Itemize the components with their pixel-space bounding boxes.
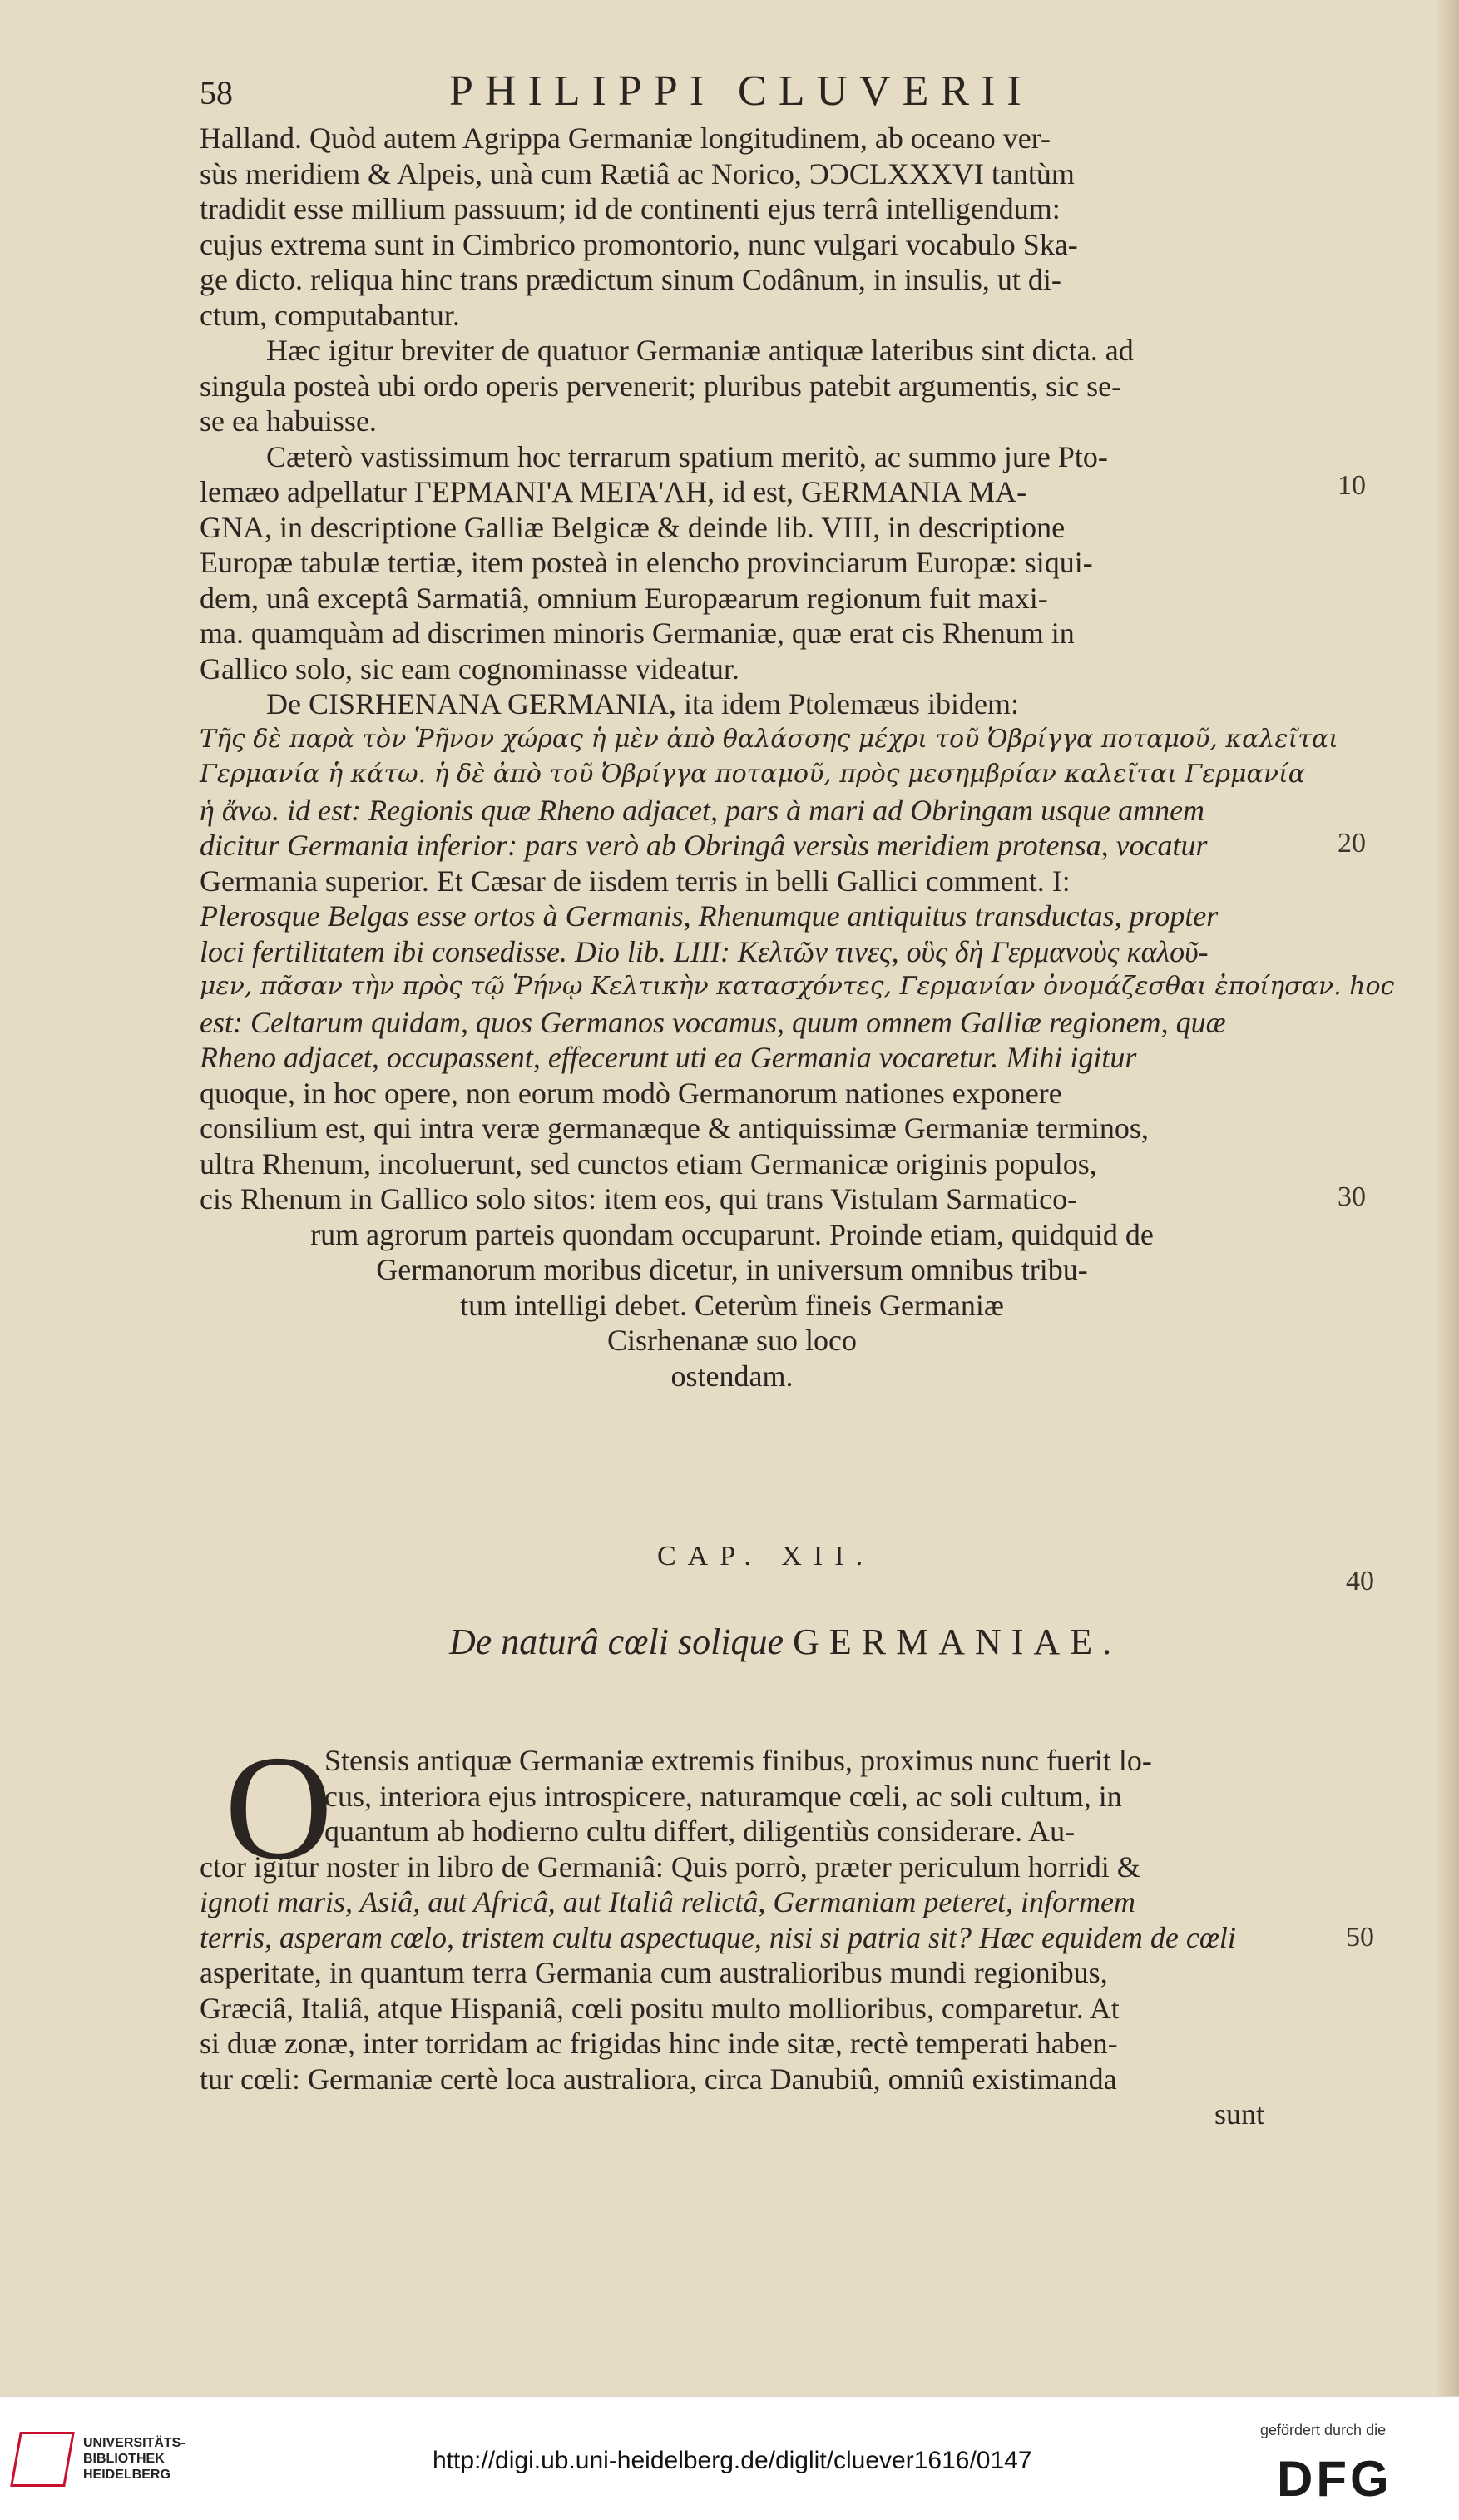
text-line: ultra Rhenum, incoluerunt, sed cunctos etiam Germanicæ originis populos, bbox=[200, 1146, 1097, 1181]
text-line: lemæo adpellatur ΓΕΡΜΑΝΙ'Α ΜΕΓΑ'ΛΗ, id est, GERMANIA MA- bbox=[200, 475, 1027, 508]
margin-line-number: 40 bbox=[1346, 1566, 1374, 1597]
chapter-label: CAP. XII. bbox=[657, 1541, 875, 1572]
text-line: Halland. Quòd autem Agrippa Germaniæ longitudinem, ab oceano ver- bbox=[200, 121, 1051, 155]
text-line: tum intelligi debet. Ceterùm fineis Germaniæ bbox=[460, 1288, 1004, 1322]
catchword: sunt bbox=[1214, 2097, 1264, 2131]
margin-line-number: 50 bbox=[1346, 1922, 1374, 1953]
text-line: se ea habuisse. bbox=[200, 404, 377, 438]
text-line: ostendam. bbox=[670, 1359, 794, 1393]
text-line: Gallico solo, sic eam cognominasse videatur. bbox=[200, 651, 739, 686]
text-line: quoque, in hoc opere, non eorum modò Germanorum nationes exponere bbox=[200, 1076, 1062, 1110]
library-name: UNIVERSITÄTS- BIBLIOTHEK HEIDELBERG bbox=[83, 2436, 185, 2482]
permalink-url[interactable]: http://digi.ub.uni-heidelberg.de/diglit/cluever1616/0147 bbox=[433, 2447, 1032, 2474]
text-line: ge dicto. reliqua hinc trans prædictum sinum Codânum, in insulis, ut di- bbox=[200, 263, 1061, 296]
text-line: ignoti maris, Asiâ, aut Africâ, aut Italiâ relictâ, Germaniam peteret, informem bbox=[200, 1885, 1135, 1918]
page-number: 58 bbox=[200, 74, 233, 111]
chapter-text-block bbox=[200, 1725, 1364, 2132]
text-line: Plerosque Belgas esse ortos à Germanis, Rhenumque antiquitus transductas, propter bbox=[200, 899, 1219, 933]
text-line: dem, unâ exceptâ Sarmatiâ, omnium Europæarum regionum fuit maxi- bbox=[200, 581, 1048, 615]
greek-text-line: μεν, πᾶσαν τὴν πρὸς τῷ Ῥήνῳ Κελτικὴν κατασχόντες, Γερμανίαν ὀνομάζεσθαι ἐποίησαν. hoc bbox=[200, 972, 1395, 1001]
text-line: Græciâ, Italiâ, atque Hispaniâ, cœli positu multo mollioribus, comparetur. At bbox=[200, 1991, 1120, 2025]
text-line: ctum, computabantur. bbox=[200, 298, 460, 332]
margin-line-number: 30 bbox=[1338, 1181, 1366, 1212]
text-line: tur cœli: Germaniæ certè loca australiora, circa Danubiû, omniû existimanda bbox=[200, 2062, 1117, 2096]
text-line: quantum ab hodierno cultu differt, diligentiùs considerare. Au- bbox=[324, 1814, 1076, 1848]
text-line: De CISRHENANA GERMANIA, ita idem Ptolemæus ibidem: bbox=[266, 687, 1019, 720]
text-line: Cæterò vastissimum hoc terrarum spatium meritò, ac summo jure Pto- bbox=[266, 439, 1108, 473]
chapter-title-italic: De naturâ cœli solique bbox=[449, 1621, 794, 1662]
greek-text-line: Γερμανία ἡ κάτω. ἡ δὲ ἀπὸ τοῦ Ὀβρίγγα ποταμοῦ, πρὸς μεσημβρίαν καλεῖται Γερμανία bbox=[200, 760, 1305, 789]
margin-line-number: 20 bbox=[1338, 828, 1366, 859]
text-line: GNA, in descriptione Galliæ Belgicæ & deinde lib. VIII, in descriptione bbox=[200, 510, 1066, 544]
text-line: Cisrhenanæ suo loco bbox=[607, 1324, 857, 1357]
text-line: dicitur Germania inferior: pars verò ab Obringâ versùs meridiem protensa, vocatur bbox=[200, 829, 1208, 862]
text-line: Hæc igitur breviter de quatuor Germaniæ antiquæ lateribus sint dicta. ad bbox=[266, 334, 1134, 367]
text-line: asperitate, in quantum terra Germania cum australioribus mundi regionibus, bbox=[200, 1956, 1108, 1989]
text-line: Germania superior. Et Cæsar de iisdem terris in belli Gallici comment. I: bbox=[200, 864, 1071, 898]
library-logo-icon bbox=[10, 2432, 75, 2487]
running-title: PHILIPPI CLUVERII bbox=[449, 67, 1033, 115]
text-line: ma. quamquàm ad discrimen minoris Germaniæ, quæ erat cis Rhenum in bbox=[200, 616, 1075, 650]
funded-by-label: gefördert durch die bbox=[1260, 2422, 1387, 2438]
text-line: consilium est, qui intra veræ germanæque & antiquissimæ Germaniæ terminos, bbox=[200, 1111, 1149, 1145]
text-line: sùs meridiem & Alpeis, unà cum Rætiâ ac Norico, ƆƆCLXXXVI tantùm bbox=[200, 156, 1075, 191]
text-line: cis Rhenum in Gallico solo sitos: item eos, qui trans Vistulam Sarmatico- bbox=[200, 1182, 1078, 1215]
text-line: loci fertilitatem ibi consedisse. Dio lib. LIII: Κελτῶν τινες, οὓς δὴ Γερμανοὺς καλοῦ- bbox=[200, 934, 1209, 968]
text-line: si duæ zonæ, inter torridam ac frigidas hinc inde sitæ, rectè temperati haben- bbox=[200, 2027, 1118, 2060]
text-line: Stensis antiquæ Germaniæ extremis finibus, proximus nunc fuerit lo- bbox=[324, 1744, 1152, 1777]
text-line: terris, asperam cœlo, tristem cultu aspectuque, nisi si patria sit? Hæc equidem de cœli bbox=[200, 1920, 1236, 1954]
text-line: est: Celtarum quidam, quos Germanos vocamus, quum omnem Galliæ regionem, quæ bbox=[200, 1005, 1226, 1039]
text-line: ἡ ἄνω. id est: Regionis quæ Rheno adjacet, pars à mari ad Obringam usque amnem bbox=[200, 793, 1205, 827]
margin-line-number: 10 bbox=[1338, 470, 1366, 501]
text-line: rum agrorum parteis quondam occuparunt. Proinde etiam, quidquid de bbox=[310, 1217, 1154, 1251]
text-line: tradidit esse millium passuum; id de continenti ejus terrâ intelligendum: bbox=[200, 192, 1061, 225]
chapter-title-caps: GERMANIAE. bbox=[793, 1621, 1122, 1662]
viewer-footer bbox=[0, 2396, 1459, 2520]
text-line: Rheno adjacet, occupassent, effecerunt uti ea Germania vocaretur. Mihi igitur bbox=[200, 1041, 1137, 1074]
running-header bbox=[200, 67, 1314, 126]
text-line: Germanorum moribus dicetur, in universum omnibus tribu- bbox=[376, 1253, 1088, 1286]
text-line: cus, interiora ejus introspicere, naturamque cœli, ac soli cultum, in bbox=[324, 1779, 1122, 1813]
text-line: ctor igitur noster in libro de Germaniâ: Quis porrò, præter periculum horridi & bbox=[200, 1849, 1140, 1884]
page-edge bbox=[1437, 0, 1459, 2396]
greek-text-line: Τῆς δὲ παρὰ τὸν Ῥῆνον χώρας ἡ μὲν ἀπὸ θαλάσσης μέχρι τοῦ Ὀβρίγγα ποταμοῦ, καλεῖται bbox=[200, 724, 1338, 754]
main-text-block bbox=[200, 121, 1395, 1394]
text-line: singula posteà ubi ordo operis pervenerit; pluribus patebit argumentis, sic se- bbox=[200, 369, 1122, 403]
text-line: Europæ tabulæ tertiæ, item posteà in elencho provinciarum Europæ: siqui- bbox=[200, 546, 1093, 579]
text-line: cujus extrema sunt in Cimbrico promontorio, nunc vulgari vocabulo Ska- bbox=[200, 227, 1078, 261]
dfg-logo: DFG bbox=[1277, 2451, 1392, 2507]
drop-cap: O bbox=[225, 1725, 333, 1890]
chapter-title bbox=[449, 1621, 1121, 1663]
